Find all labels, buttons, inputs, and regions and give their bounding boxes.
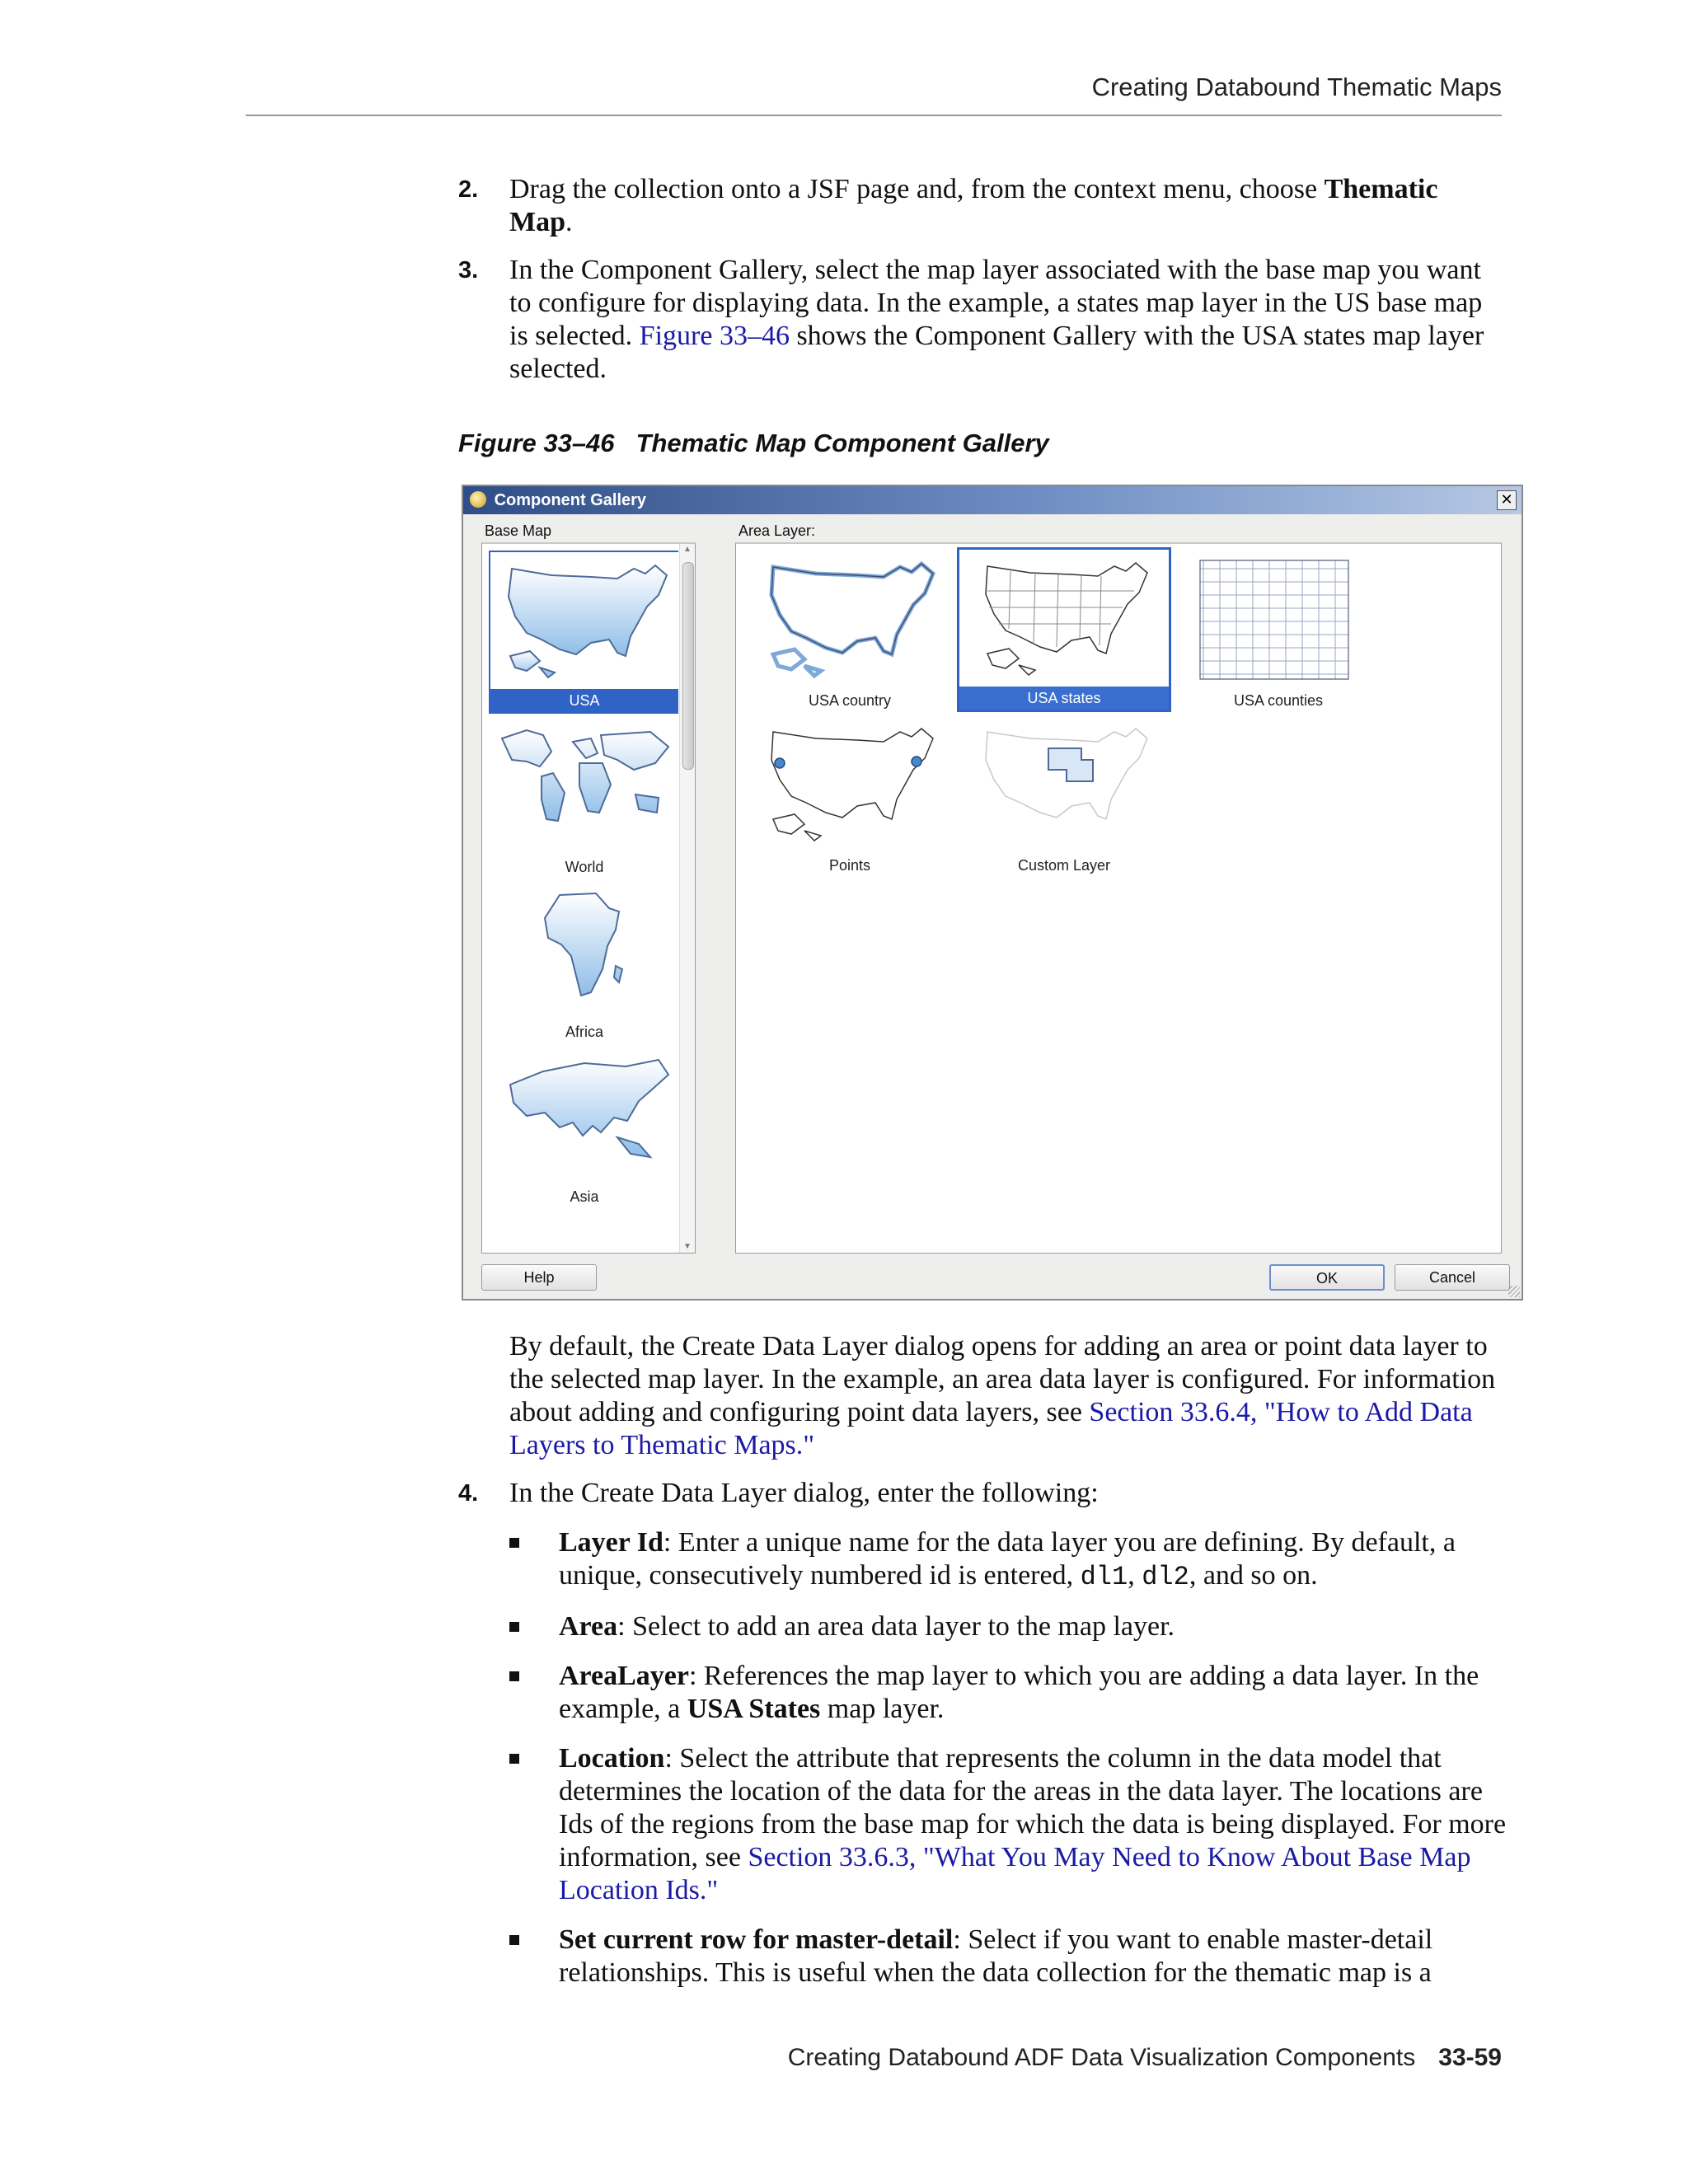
- app-icon: [470, 491, 486, 508]
- area-layer-usa-states[interactable]: [957, 547, 1171, 712]
- cancel-button[interactable]: Cancel: [1395, 1264, 1510, 1291]
- base-map-list[interactable]: [481, 542, 696, 1254]
- term: Area: [559, 1611, 618, 1642]
- para-text: By default, the Create Data Layer dialog opens for adding an area or point data layer to the selected map layer. In the example, an area data layer is configured. For information about adding and configuring point data layers, see: [509, 1331, 1496, 1427]
- code: dl1: [1080, 1562, 1128, 1592]
- points-map-icon: [755, 720, 945, 852]
- definition-end: , and so on.: [1189, 1560, 1318, 1591]
- term: AreaLayer: [559, 1661, 689, 1691]
- term: Layer Id: [559, 1527, 663, 1558]
- term: Set current row for master-detail: [559, 1924, 954, 1955]
- world-map-icon: [494, 722, 675, 846]
- base-map-scrollbar[interactable]: [679, 544, 695, 1253]
- africa-map-icon: [494, 887, 675, 1010]
- area-layer-label: Area Layer:: [738, 523, 816, 539]
- area-layer-usa-country[interactable]: [743, 551, 957, 712]
- list-item: [509, 1742, 1508, 1907]
- separator: ,: [1128, 1560, 1142, 1591]
- asia-map-icon: [494, 1052, 675, 1175]
- step-3: [458, 254, 1505, 386]
- dialog-title-bar[interactable]: [463, 486, 1522, 514]
- base-map-africa[interactable]: [489, 882, 678, 1043]
- figure-title: Thematic Map Component Gallery: [635, 429, 1049, 457]
- base-map-label-text: World: [565, 859, 604, 875]
- area-layer-label-text: USA country: [808, 692, 892, 709]
- figure-number: Figure 33–46: [458, 429, 615, 457]
- bullet-icon: [509, 1754, 519, 1764]
- area-layer-usa-counties[interactable]: [1171, 551, 1386, 712]
- step-2: [458, 173, 1505, 239]
- step-text: In the Component Gallery, select the map layer associated with the base map you want to configure for displaying data. In the example, a states map layer in the US base map is selected.: [509, 255, 1483, 351]
- map-point-icon: [775, 758, 785, 768]
- base-map-label-text: Africa: [565, 1024, 603, 1040]
- scroll-down-icon[interactable]: ▼: [683, 1242, 692, 1251]
- step-number: 4.: [458, 1480, 479, 1507]
- definition: : Select if you want to enable master-detail relationships. This is useful when the data collection for the thematic map is a: [559, 1924, 1433, 1988]
- page-footer: [788, 2044, 1502, 2072]
- step-number: 2.: [458, 176, 479, 203]
- base-map-label: Base Map: [485, 523, 552, 539]
- definition: : Select to add an area data layer to the map layer.: [617, 1611, 1175, 1642]
- map-point-icon: [912, 757, 921, 766]
- usa-country-map-icon: [755, 555, 945, 687]
- area-layer-label-text: USA states: [959, 687, 1169, 710]
- base-map-asia[interactable]: [489, 1047, 678, 1208]
- base-map-label-text: Asia: [570, 1188, 599, 1205]
- dialog-title: Component Gallery: [494, 491, 647, 509]
- step-bold: Thematic Map: [509, 174, 1438, 237]
- help-button[interactable]: Help: [481, 1264, 597, 1291]
- base-map-usa[interactable]: [489, 551, 678, 714]
- list-item: [509, 1610, 1508, 1643]
- usa-counties-map-icon: [1184, 555, 1373, 687]
- step-4: [458, 1477, 1505, 1510]
- usa-map-icon: [494, 557, 675, 689]
- bullet-icon: [509, 1935, 519, 1945]
- footer-title: Creating Databound ADF Data Visualization Components: [787, 2044, 1416, 2071]
- figure-caption: [458, 429, 1049, 458]
- close-button[interactable]: ✕: [1497, 490, 1517, 510]
- header-rule: [246, 115, 1502, 116]
- base-map-label-text: USA: [490, 689, 678, 712]
- list-item: [509, 1526, 1508, 1594]
- step-text: Drag the collection onto a JSF page and, from the context menu, choose: [509, 174, 1325, 204]
- step-number: 3.: [458, 257, 479, 284]
- page-number: 33-59: [1438, 2044, 1502, 2071]
- base-map-world[interactable]: [489, 717, 678, 879]
- area-layer-label-text: USA counties: [1233, 692, 1324, 709]
- area-layer-custom[interactable]: [957, 715, 1171, 877]
- bullet-icon: [509, 1622, 519, 1632]
- definition: : Select the attribute that represents the column in the data model that determines the location of the data for the areas in the data layer. The locations are Ids of the regions from the base map for which the data is being displayed. For more information, see: [559, 1743, 1507, 1872]
- area-layer-grid[interactable]: [735, 542, 1502, 1254]
- running-header: Creating Databound Thematic Maps: [1091, 73, 1502, 101]
- data-layer-fields-list: [509, 1526, 1508, 2006]
- custom-layer-map-icon: [969, 720, 1159, 852]
- scroll-thumb[interactable]: [682, 562, 694, 770]
- step-text-end: shows the Component Gallery with the USA states map layer selected.: [509, 321, 1484, 384]
- area-layer-label-text: Custom Layer: [1017, 857, 1111, 874]
- area-layer-points[interactable]: [743, 715, 957, 877]
- term: Location: [559, 1743, 665, 1774]
- step-text: In the Create Data Layer dialog, enter the following:: [509, 1478, 1099, 1508]
- definition-end: map layer.: [820, 1694, 945, 1724]
- usa-states-map-icon: [969, 555, 1159, 687]
- list-item: [509, 1924, 1508, 1990]
- bullet-icon: [509, 1671, 519, 1681]
- section-link-33-6-3[interactable]: Section 33.6.3, "What You May Need to Know About Base Map Location Ids.": [559, 1842, 1471, 1905]
- emphasis: USA States: [687, 1694, 821, 1724]
- section-link-33-6-4[interactable]: Section 33.6.4, "How to Add Data Layers to Thematic Maps.": [509, 1397, 1473, 1460]
- area-layer-label-text: Points: [828, 857, 871, 874]
- definition: : References the map layer to which you are adding a data layer. In the example, a: [559, 1661, 1479, 1724]
- component-gallery-dialog: [462, 485, 1523, 1301]
- code: dl2: [1142, 1562, 1189, 1592]
- step-text-end: .: [565, 207, 573, 237]
- default-dialog-paragraph: [509, 1330, 1507, 1462]
- definition: : Enter a unique name for the data layer you are defining. By default, a unique, consecutively numbered id is entered,: [559, 1527, 1456, 1591]
- bullet-icon: [509, 1538, 519, 1548]
- ok-button[interactable]: OK: [1269, 1264, 1385, 1291]
- figure-link[interactable]: Figure 33–46: [639, 321, 790, 351]
- resize-grip-icon[interactable]: [1508, 1286, 1520, 1297]
- list-item: [509, 1660, 1508, 1726]
- scroll-up-icon[interactable]: ▲: [683, 545, 692, 554]
